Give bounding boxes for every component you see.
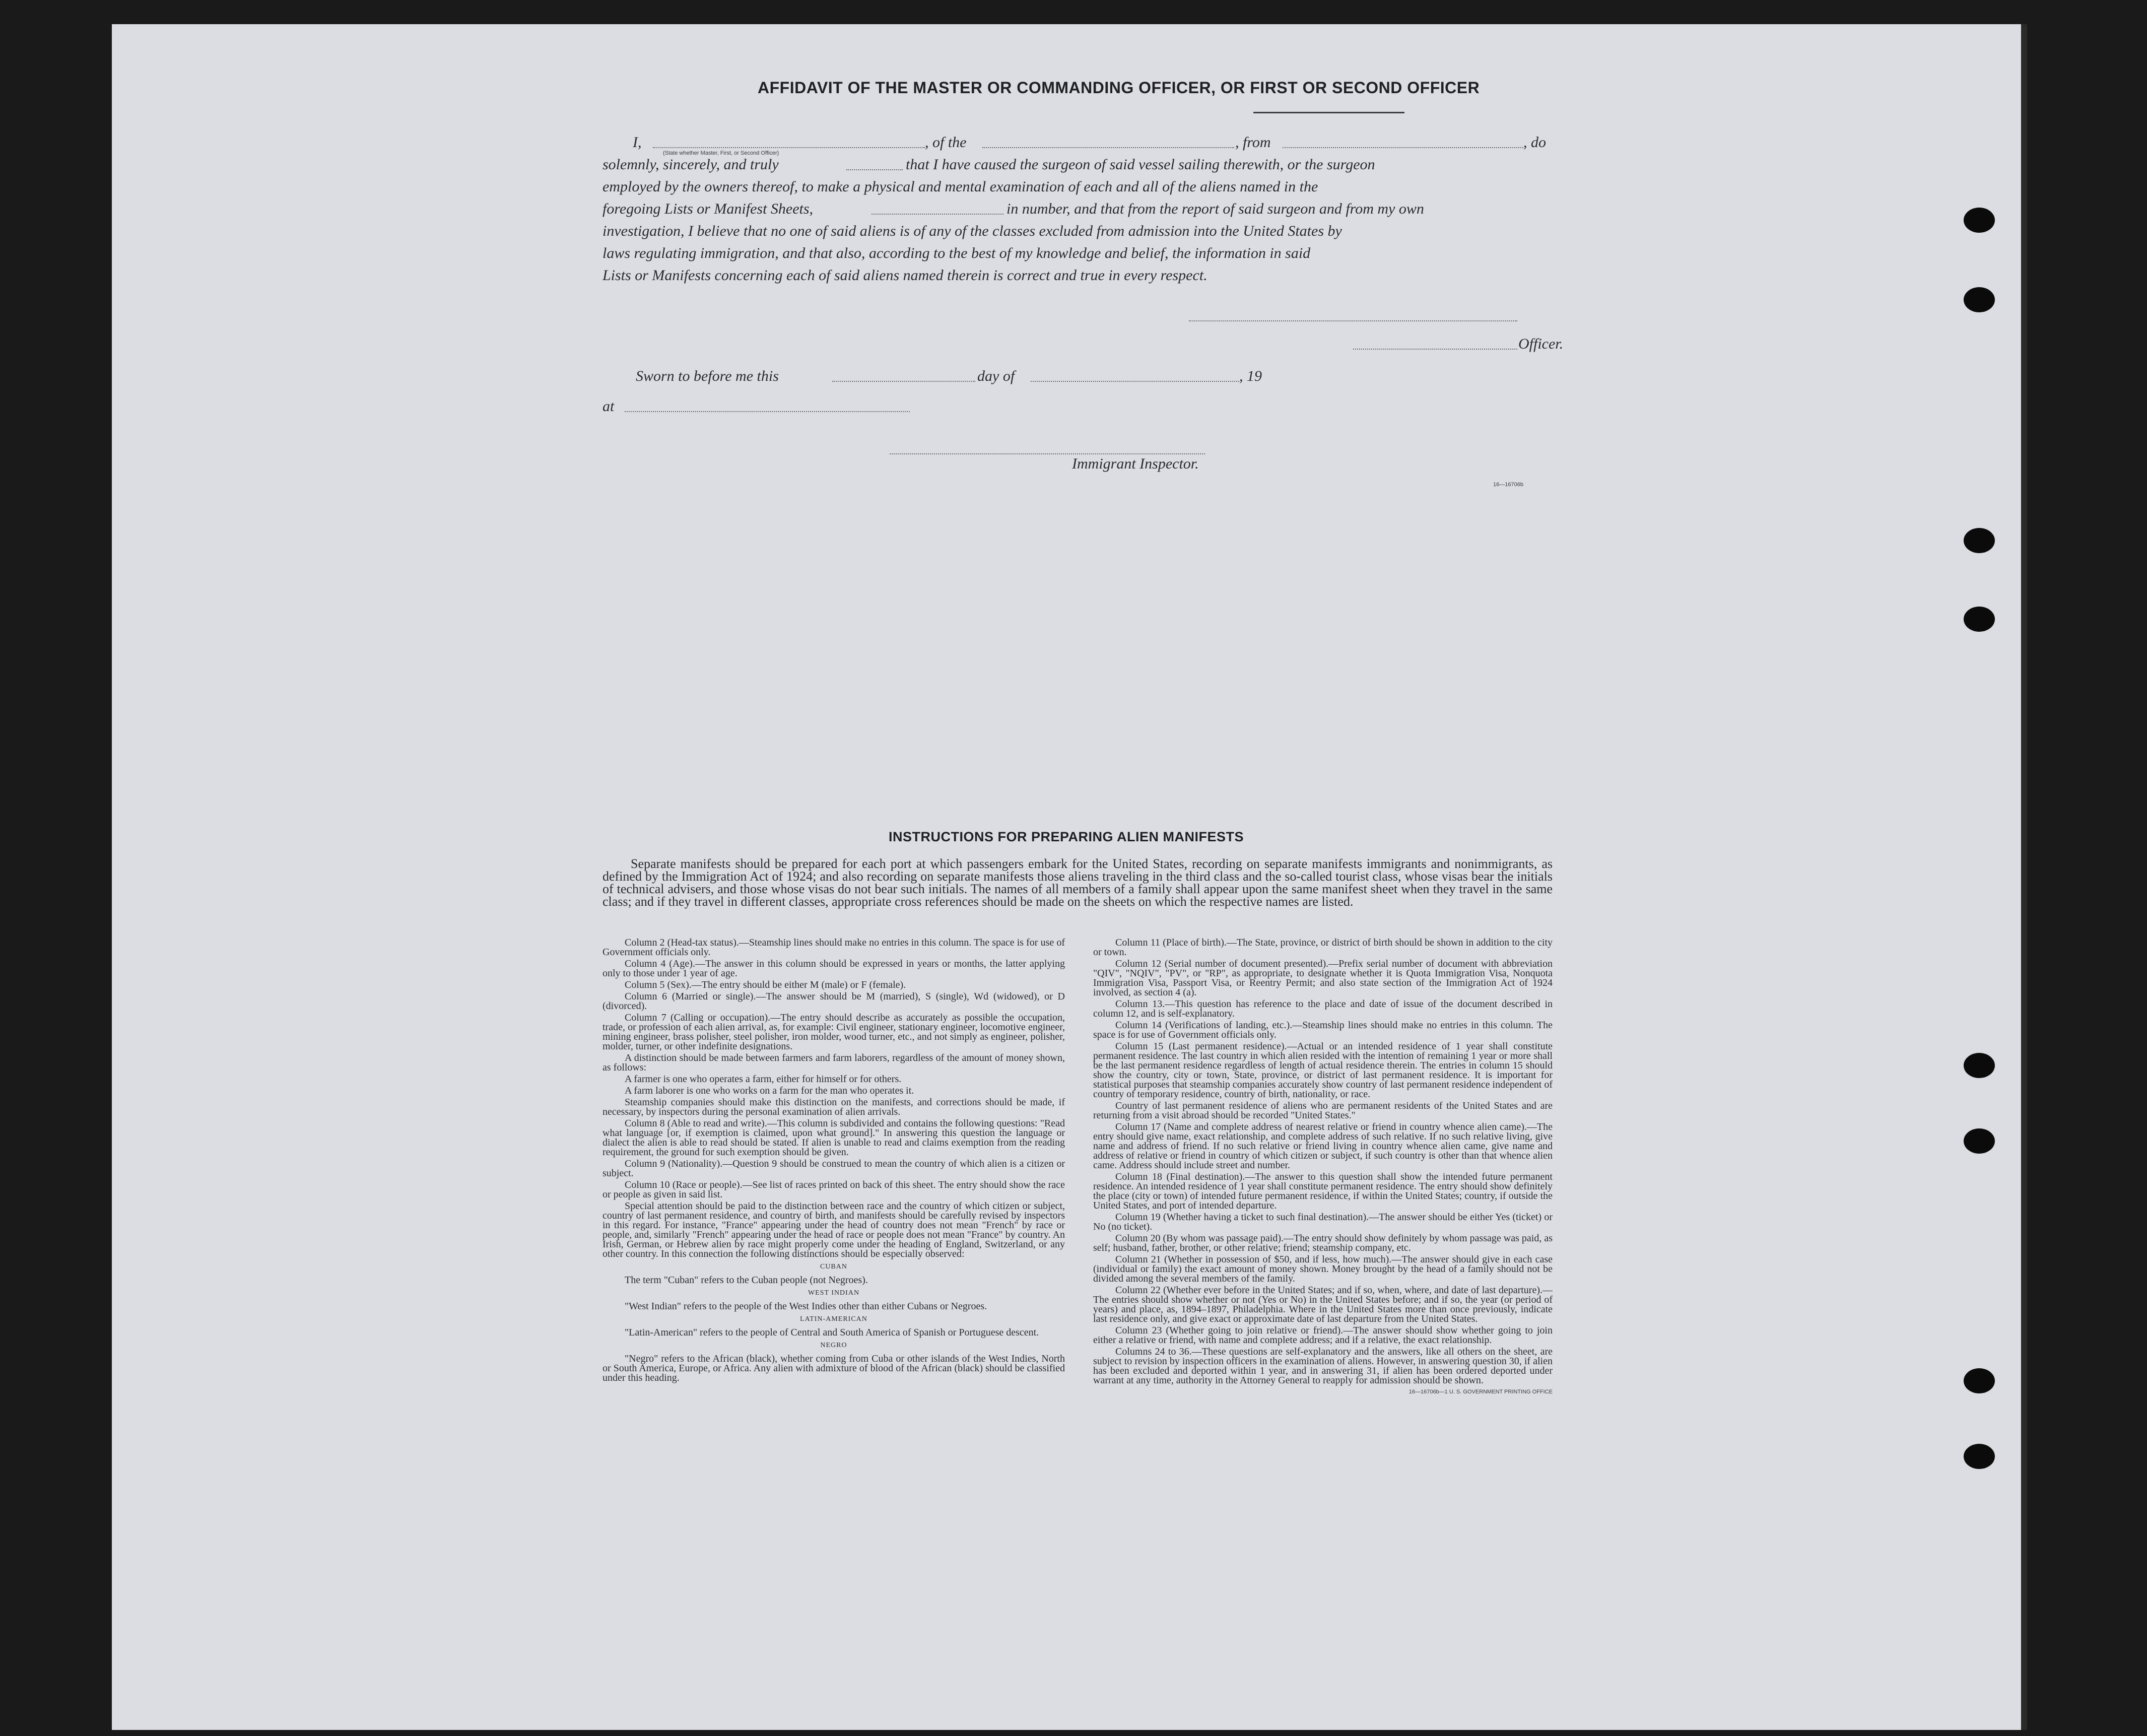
binder-hole-icon	[1964, 607, 1995, 632]
latin-american-definition: "Latin-American" refers to the people of Central and South America of Spanish or Portuguese descent.	[625, 1327, 1039, 1338]
steamship-distinction: Steamship companies should make this distinction on the manifests, and corrections should be made, if necessary, by inspectors during the personal examination of alien arrivals.	[602, 1097, 1065, 1117]
affidavit-do: , do	[1523, 134, 1546, 151]
col-21-note: Column 21 (Whether in possession of $50, and if less, how much).—The answer should give in each case (individual or family) the exact amount of money shown. Money brought by the head of a family should not be divided among the several members of the family.	[1093, 1254, 1553, 1284]
affidavit-i: I,	[633, 134, 642, 151]
col-24-36-note: Columns 24 to 36.—These questions are self-explanatory and the answers, like all others on the sheet, are subject to revision by inspection officers in the examination of aliens. However, in answering question 30, if alien has been excluded and deported within 1 year, and in answering 31, if alien has been ordered deported under warrant at any time, authority in the Attorney General to reapply for admission should be shown.	[1093, 1346, 1553, 1386]
sworn-day-field[interactable]	[832, 381, 975, 382]
at-label: at	[602, 398, 615, 415]
affidavit-from: , from	[1235, 134, 1271, 151]
binder-hole-icon	[1964, 1444, 1995, 1469]
officer-label: Officer.	[1518, 336, 1564, 352]
year-label: , 19	[1239, 368, 1262, 384]
col-5-note: Column 5 (Sex).—The entry should be either M (male) or F (female).	[625, 979, 906, 990]
residence-us-note: Country of last permanent residence of aliens who are permanent residents of the United States and are returning from a visit abroad should be recorded "United States."	[1093, 1100, 1553, 1121]
race-country-note: Special attention should be paid to the distinction between race and the country of which citizen or subject, country of last permanent residence, and country of birth, and manifests should be carefully revised by inspectors in this regard. For instance, "France" appearing under the head of country does not mean "French" by race or people, and, similarly "French" appearing under the head of race or people does not mean "France" by country. An Irish, German, or Hebrew alien by race might properly come under the heading of England, Switzerland, or any other country. In this connection the following distinctions should be especially observed:	[602, 1200, 1065, 1259]
officer-signature-field[interactable]	[1353, 349, 1517, 350]
farm-laborer-definition: A farm laborer is one who works on a farm for the man who operates it.	[625, 1085, 914, 1096]
instructions-title: INSTRUCTIONS FOR PREPARING ALIEN MANIFESTS	[889, 829, 1244, 844]
negro-heading: NEGRO	[820, 1342, 847, 1349]
affidavit-line-7: Lists or Manifests concerning each of said aliens named therein is correct and true in every respect.	[602, 267, 1207, 284]
west-indian-definition: "West Indian" refers to the people of the West Indies other than either Cubans or Negroes.	[625, 1301, 987, 1312]
instructions-left-column	[602, 938, 1065, 1385]
affidavit-title: AFFIDAVIT OF THE MASTER OR COMMANDING OFFICER, OR FIRST OR SECOND OFFICER	[758, 79, 1480, 97]
affidavit-of-the: , of the	[925, 134, 967, 151]
binder-hole-icon	[1964, 1128, 1995, 1154]
col-11-note: Column 11 (Place of birth).—The State, province, or district of birth should be shown in addition to the city or town.	[1093, 937, 1553, 958]
departure-port-field[interactable]	[1283, 147, 1523, 148]
title-rule	[1253, 112, 1404, 113]
instructions-right-column	[1093, 938, 1553, 1397]
binder-hole-icon	[1964, 528, 1995, 553]
inspector-label: Immigrant Inspector.	[1072, 455, 1199, 472]
cuban-heading: CUBAN	[820, 1263, 847, 1271]
col-2-note: Column 2 (Head-tax status).—Steamship lines should make no entries in this column. The space is for use of Government officials only.	[602, 937, 1065, 958]
col-12-note: Column 12 (Serial number of document presented).—Prefix serial number of document with abbreviation "QIV", "NQIV", "PV", or "RP", as appropriate, to designate whether it is Quota Immigration Visa, Nonquota Immigration Visa, Passport Visa, or Reentry Permit; and also state section of the Immigration Act of 1924 involved, as section 4 (a).	[1093, 958, 1553, 998]
col-15-note: Column 15 (Last permanent residence).—Actual or an intended residence of 1 year shall constitute permanent residence. The last country in which alien resided with the intention of remaining 1 year or more shall be the last permanent residence regardless of length of actual residence therein. The entries in column 15 should show the country, city or town, State, province, or district of last permanent residence. It is important for statistical purposes that steamship companies accurately show country of last permanent residence independent of country of temporary residence, country of birth, nationality, or race.	[1093, 1041, 1553, 1100]
latin-american-heading: LATIN-AMERICAN	[800, 1315, 867, 1323]
col-13-note: Column 13.—This question has reference to the place and date of issue of the document described in column 12, and is self-explanatory.	[1093, 998, 1553, 1019]
col-9-note: Column 9 (Nationality).—Question 9 should be construed to mean the country of which alien is a citizen or subject.	[602, 1158, 1065, 1179]
col-23-note: Column 23 (Whether going to join relative or friend).—The answer should show whether going to join either a relative or friend, with name and complete address; and if a relative, the exact relationship.	[1093, 1325, 1553, 1346]
negro-definition: "Negro" refers to the African (black), whether coming from Cuba or other islands of the West Indies, North or South America, Europe, or Africa. Any alien with admixture of blood of the African (black) should be classified under this heading.	[602, 1353, 1065, 1383]
sworn-place-field[interactable]	[625, 411, 910, 412]
col-22-note: Column 22 (Whether ever before in the United States; and if so, when, where, and date of last departure).—The entries should show whether or not (Yes or No) in the United States before; and if so, the year (or period of years) and place, as, 1894–1897, Philadelphia. Where in the United States more than once previously, indicate last residence only, and give exact or approximate date of last departure from the United States.	[1093, 1285, 1553, 1324]
form-number: 16—16706b	[1493, 482, 1523, 488]
sworn-month-field[interactable]	[1031, 381, 1239, 382]
affidavit-line-5: investigation, I believe that no one of said aliens is of any of the classes excluded from admission into the United States by	[602, 223, 1342, 239]
farmer-distinction: A distinction should be made between farmers and farm laborers, regardless of the amount of money shown, as follows:	[602, 1052, 1065, 1073]
col-17-note: Column 17 (Name and complete address of nearest relative or friend in country whence alien came).—The entry should give name, exact relationship, and complete address of such relative. If no such relative living, give name and address of friend. If no such relative or friend living in country whence alien came, give name and address of relative or friend in country of which citizen or subject, if such country is other than that whence alien came. Address should include street and number.	[1093, 1121, 1553, 1171]
instructions-intro: Separate manifests should be prepared for each port at which passengers embark for the United States, recording on separate manifests immigrants and nonimmigrants, as defined by the Immigration Act of 1924; and also recording on separate manifests those aliens traveling in the third class and the so-called tourist class, whose visas bear the initials of technical advisers, and those whose visas do not bear such initials. The names of all members of a family shall appear upon the same manifest sheet when they travel in the same class; and if they travel in different classes, appropriate cross references should be made on the sheets on which the respective names are listed.	[602, 856, 1553, 909]
binder-hole-icon	[1964, 208, 1995, 233]
officer-rank-sublabel: (State whether Master, First, or Second Officer)	[663, 150, 779, 156]
col-7-note: Column 7 (Calling or occupation).—The entry should describe as accurately as possible the occupation, trade, or profession of each alien arrival, as, for example: Civil engineer, stationary engineer, locomotive engineer, mining engineer, brass polisher, steel polisher, iron molder, wood turner, etc., and not simply as engineer, polisher, molder, turner, or other indefinite designations.	[602, 1012, 1065, 1052]
affidavit-line-3: employed by the owners thereof, to make a physical and mental examination of each and all of the aliens named in the	[602, 178, 1318, 195]
affidavit-line-6: laws regulating immigration, and that also, according to the best of my knowledge and belief, the information in said	[602, 245, 1311, 261]
affidavit-line-4a: foregoing Lists or Manifest Sheets,	[602, 201, 814, 217]
col-18-note: Column 18 (Final destination).—The answer to this question shall show the intended future permanent residence. An intended residence of 1 year shall constitute permanent residence. The entry should show definitely the place (city or town) of intended future permanent residence, if within the United States; country, if outside the United States, and port of intended departure.	[1093, 1171, 1553, 1211]
sheet-edge	[2021, 24, 2027, 1730]
binder-hole-icon	[1964, 1368, 1995, 1393]
west-indian-heading: WEST INDIAN	[808, 1289, 860, 1297]
cuban-definition: The term "Cuban" refers to the Cuban people (not Negroes).	[625, 1275, 868, 1286]
printing-office-footer: 16—16706b—1 U. S. GOVERNMENT PRINTING OFFICE	[1408, 1389, 1553, 1395]
affidavit-line-2b: that I have caused the surgeon of said vessel sailing therewith, or the surgeon	[906, 156, 1375, 173]
binder-hole-icon	[1964, 1053, 1995, 1078]
binder-hole-icon	[1964, 287, 1995, 312]
col-10-note: Column 10 (Race or people).—See list of races printed on back of this sheet. The entry should show the race or people as given in said list.	[602, 1179, 1065, 1200]
col-8-note: Column 8 (Able to read and write).—This column is subdivided and contains the following questions: "Read what language [or, if exemption is claimed, upon what ground]." In answering this question the language or dialect the alien is able to read should be stated. If alien is unable to read and claims exemption from the reading requirement, the ground for such exemption should be given.	[602, 1118, 1065, 1158]
sworn-label: Sworn to before me this	[636, 368, 779, 384]
col-6-note: Column 6 (Married or single).—The answer should be M (married), S (single), Wd (widowed), or D (divorced).	[602, 991, 1065, 1012]
sheet-count-field[interactable]	[871, 214, 1003, 215]
vessel-name-field[interactable]	[982, 147, 1234, 148]
affidavit-line-2a: solemnly, sincerely, and truly	[602, 156, 779, 173]
col-14-note: Column 14 (Verifications of landing, etc.).—Steamship lines should make no entries in this column. The space is for use of Government officials only.	[1093, 1020, 1553, 1040]
affidavit-line-4b: in number, and that from the report of said surgeon and from my own	[1007, 201, 1424, 217]
signature-line[interactable]	[1189, 320, 1517, 321]
col-19-note: Column 19 (Whether having a ticket to such final destination).—The answer should be either Yes (ticket) or No (no ticket).	[1093, 1212, 1553, 1232]
col-20-note: Column 20 (By whom was passage paid).—The entry should show definitely by whom passage was paid, as self; husband, father, brother, or other relative; friend; steamship company, etc.	[1093, 1233, 1553, 1253]
inspector-signature-line[interactable]	[890, 453, 1205, 454]
officer-rank-field[interactable]	[653, 147, 925, 148]
surgeon-field[interactable]	[846, 169, 903, 170]
farmer-definition: A farmer is one who operates a farm, either for himself or for others.	[625, 1074, 902, 1085]
col-4-note: Column 4 (Age).—The answer in this column should be expressed in years or months, the latter applying only to those under 1 year of age.	[602, 958, 1065, 979]
day-of-label: day of	[977, 368, 1015, 384]
